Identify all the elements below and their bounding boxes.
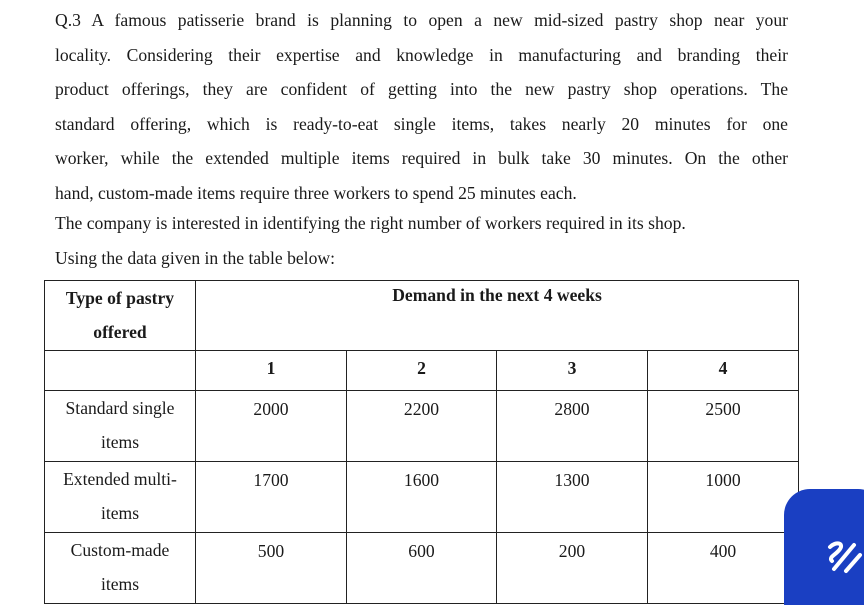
table-header-row [45, 281, 799, 351]
demand-header-cell [196, 281, 799, 351]
table-row [45, 533, 799, 604]
scribble-logo-icon [824, 539, 864, 575]
row-label-line: items [100, 574, 140, 594]
row-label-cell [45, 533, 196, 604]
type-header-line: Type of pastry [65, 288, 175, 308]
week-number-cell: 4 [648, 351, 799, 391]
week-number-cell: 1 [196, 351, 347, 391]
row-label-cell [45, 391, 196, 462]
question-paragraph [55, 3, 788, 210]
question-line: hand, custom-made items require three workers to spend 25 minutes each. [55, 182, 577, 203]
row-label-line: Custom-made [70, 540, 170, 560]
row-label-line: items [100, 503, 140, 523]
question-line: product offerings, they are confident of getting into the new pastry shop operations. The [55, 79, 788, 99]
demand-value-cell: 400 [648, 533, 799, 604]
demand-table [44, 280, 799, 604]
demand-value-cell: 500 [196, 533, 347, 604]
question-line: standard offering, which is ready-to-eat single items, takes nearly 20 minutes for one [55, 113, 788, 134]
demand-value-cell: 1600 [347, 462, 497, 533]
week-number-cell: 3 [497, 351, 648, 391]
table-row [45, 462, 799, 533]
row-label-line: Extended multi- [63, 469, 177, 489]
question-line: locality. Considering their expertise and knowledge in manufacturing and branding their [55, 44, 788, 65]
empty-cell [45, 351, 196, 391]
question-line: Q.3 A famous patisserie brand is planning to open a new mid-sized pastry shop near your [55, 10, 788, 30]
demand-header: Demand in the next 4 weeks [392, 285, 602, 305]
demand-value-cell: 200 [497, 533, 648, 604]
table-row [45, 391, 799, 462]
type-header-cell [45, 281, 196, 351]
demand-value-cell: 600 [347, 533, 497, 604]
week-number-cell: 2 [347, 351, 497, 391]
scribble-badge[interactable] [784, 489, 864, 605]
row-label-line: Standard single [65, 398, 175, 418]
objective-text: The company is interested in identifying the right number of workers required in its shop. [55, 213, 686, 233]
demand-value-cell: 1700 [196, 462, 347, 533]
row-label-cell [45, 462, 196, 533]
demand-value-cell: 2200 [347, 391, 497, 462]
question-line: worker, while the extended multiple items required in bulk take 30 minutes. On the other [55, 148, 788, 168]
demand-value-cell: 1300 [497, 462, 648, 533]
demand-value-cell: 2500 [648, 391, 799, 462]
demand-value-cell: 1000 [648, 462, 799, 533]
demand-value-cell: 2800 [497, 391, 648, 462]
week-number-row [45, 351, 799, 391]
demand-value-cell: 2000 [196, 391, 347, 462]
instruction-text: Using the data given in the table below: [55, 248, 335, 268]
type-header-line: offered [93, 322, 147, 342]
row-label-line: items [100, 432, 140, 452]
